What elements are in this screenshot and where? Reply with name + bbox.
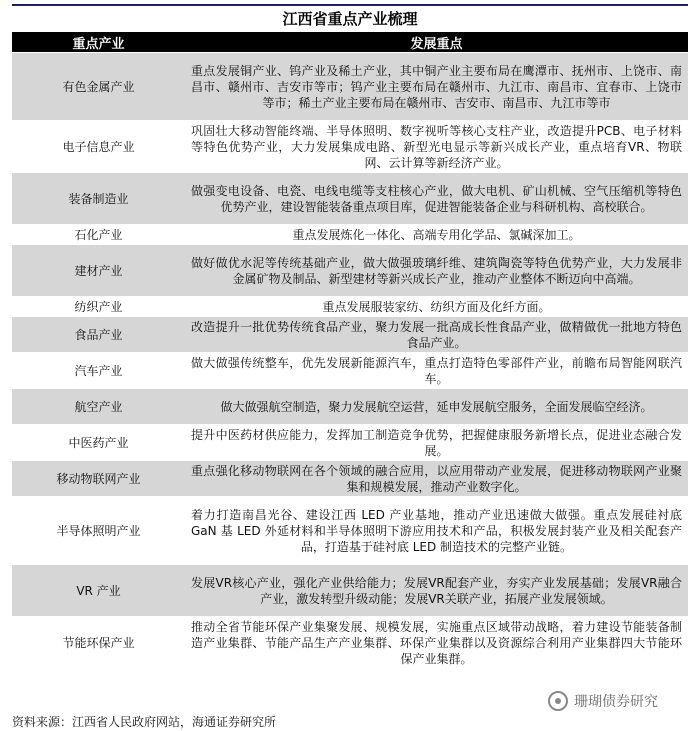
table-title: 江西省重点产业梳理 xyxy=(12,4,688,34)
table-row xyxy=(12,121,688,173)
industry-cell: 移动物联网产业 xyxy=(12,461,185,497)
focus-cell: 重点发展服装家纺、纺织方面及化纤方面。 xyxy=(185,297,688,317)
source-note: 资料来源：江西省人民政府网站，海通证券研究所 xyxy=(12,715,277,729)
watermark-text: 珊瑚债券研究 xyxy=(574,694,658,710)
industry-cell: 食品产业 xyxy=(12,317,185,353)
industry-cell: 纺织产业 xyxy=(12,297,185,317)
header-industry: 重点产业 xyxy=(12,32,185,53)
table-row xyxy=(12,173,688,225)
focus-cell: 重点强化移动物联网在各个领域的融合应用，以应用带动产业发展，促进移动物联网产业聚集和规模发展，推动产业数字化。 xyxy=(185,461,688,497)
focus-cell: 改造提升一批优势传统食品产业，聚力发展一批高成长性食品产业，做精做优一批地方特色食品产业。 xyxy=(185,317,688,353)
industry-cell: 有色金属产业 xyxy=(12,53,185,121)
industry-cell: 航空产业 xyxy=(12,389,185,425)
table-row xyxy=(12,225,688,245)
focus-cell: 做好做优水泥等传统基础产业，做大做强玻璃纤维、建筑陶瓷等特色优势产业，大力发展非金属矿物及制品、新型建材等新兴成长产业，推动产业整体不断迈向中高端。 xyxy=(185,245,688,297)
table-row xyxy=(12,389,688,425)
table-row xyxy=(12,297,688,317)
table-row xyxy=(12,353,688,389)
focus-cell: 推动全省节能环保产业集聚发展、规模发展，实施重点区域带动战略，着力建设节能装备制造产业集群、节能产品生产产业集群、环保产业集群以及资源综合利用产业集群四大节能环保产业集群。 xyxy=(185,617,688,669)
focus-cell: 着力打造南昌光谷、建设江西 LED 产业基地，推动产业迅速做大做强。重点发展硅衬底 GaN 基 LED 外延材料和半导体照明下游应用技术和产品，积极发展封装产业及相关配套产品，打造基于硅衬底 LED 制造技术的完整产业链。 xyxy=(185,497,688,565)
table-row xyxy=(12,497,688,565)
focus-cell: 发展VR核心产业，强化产业供给能力；发展VR配套产业，夯实产业发展基础；发展VR融合产业，激发转型升级动能；发展VR关联产业，拓展产业发展领域。 xyxy=(185,565,688,617)
watermark xyxy=(548,691,658,711)
industry-cell: VR 产业 xyxy=(12,565,185,617)
focus-cell: 重点发展铜产业、钨产业及稀土产业，其中铜产业主要布局在鹰潭市、抚州市、上饶市、南昌市、赣州市、吉安市等市；钨产业主要布局在赣州市、九江市、南昌市、宜春市、上饶市等市；稀土产业主要布局在赣州市、吉安市、南昌市、九江市等市 xyxy=(185,53,688,121)
table-row xyxy=(12,617,688,669)
industry-cell: 装备制造业 xyxy=(12,173,185,225)
industry-cell: 节能环保产业 xyxy=(12,617,185,669)
wechat-account-icon xyxy=(548,691,568,711)
industry-table xyxy=(12,32,688,669)
focus-cell: 重点发展炼化一体化、高端专用化学品、氯碱深加工。 xyxy=(185,225,688,245)
table-row xyxy=(12,245,688,297)
focus-cell: 巩固壮大移动智能终端、半导体照明、数字视听等核心支柱产业，改造提升PCB、电子材料等特色优势产业，大力发展集成电路、新型光电显示等新兴成长产业，重点培育VR、物联网、云计算等新经济产业。 xyxy=(185,121,688,173)
table-header-row xyxy=(12,32,688,53)
table-row xyxy=(12,53,688,121)
industry-cell: 石化产业 xyxy=(12,225,185,245)
table-row xyxy=(12,317,688,353)
focus-cell: 做大做强传统整车，优先发展新能源汽车，重点打造特色零部件产业，前瞻布局智能网联汽车。 xyxy=(185,353,688,389)
industry-cell: 半导体照明产业 xyxy=(12,497,185,565)
industry-cell: 中医药产业 xyxy=(12,425,185,461)
table-row xyxy=(12,425,688,461)
table-row xyxy=(12,565,688,617)
header-focus: 发展重点 xyxy=(185,32,688,53)
industry-cell: 汽车产业 xyxy=(12,353,185,389)
focus-cell: 做强变电设备、电瓷、电线电缆等支柱核心产业，做大电机、矿山机械、空气压缩机等特色优势产业，建设智能装备重点项目库，促进智能装备企业与科研机构、高校联合。 xyxy=(185,173,688,225)
focus-cell: 做大做强航空制造，聚力发展航空运营，延申发展航空服务，全面发展临空经济。 xyxy=(185,389,688,425)
table-row xyxy=(12,461,688,497)
industry-cell: 电子信息产业 xyxy=(12,121,185,173)
focus-cell: 提升中医药材供应能力，发挥加工制造竞争优势，把握健康服务新增长点，促进业态融合发展。 xyxy=(185,425,688,461)
industry-cell: 建材产业 xyxy=(12,245,185,297)
